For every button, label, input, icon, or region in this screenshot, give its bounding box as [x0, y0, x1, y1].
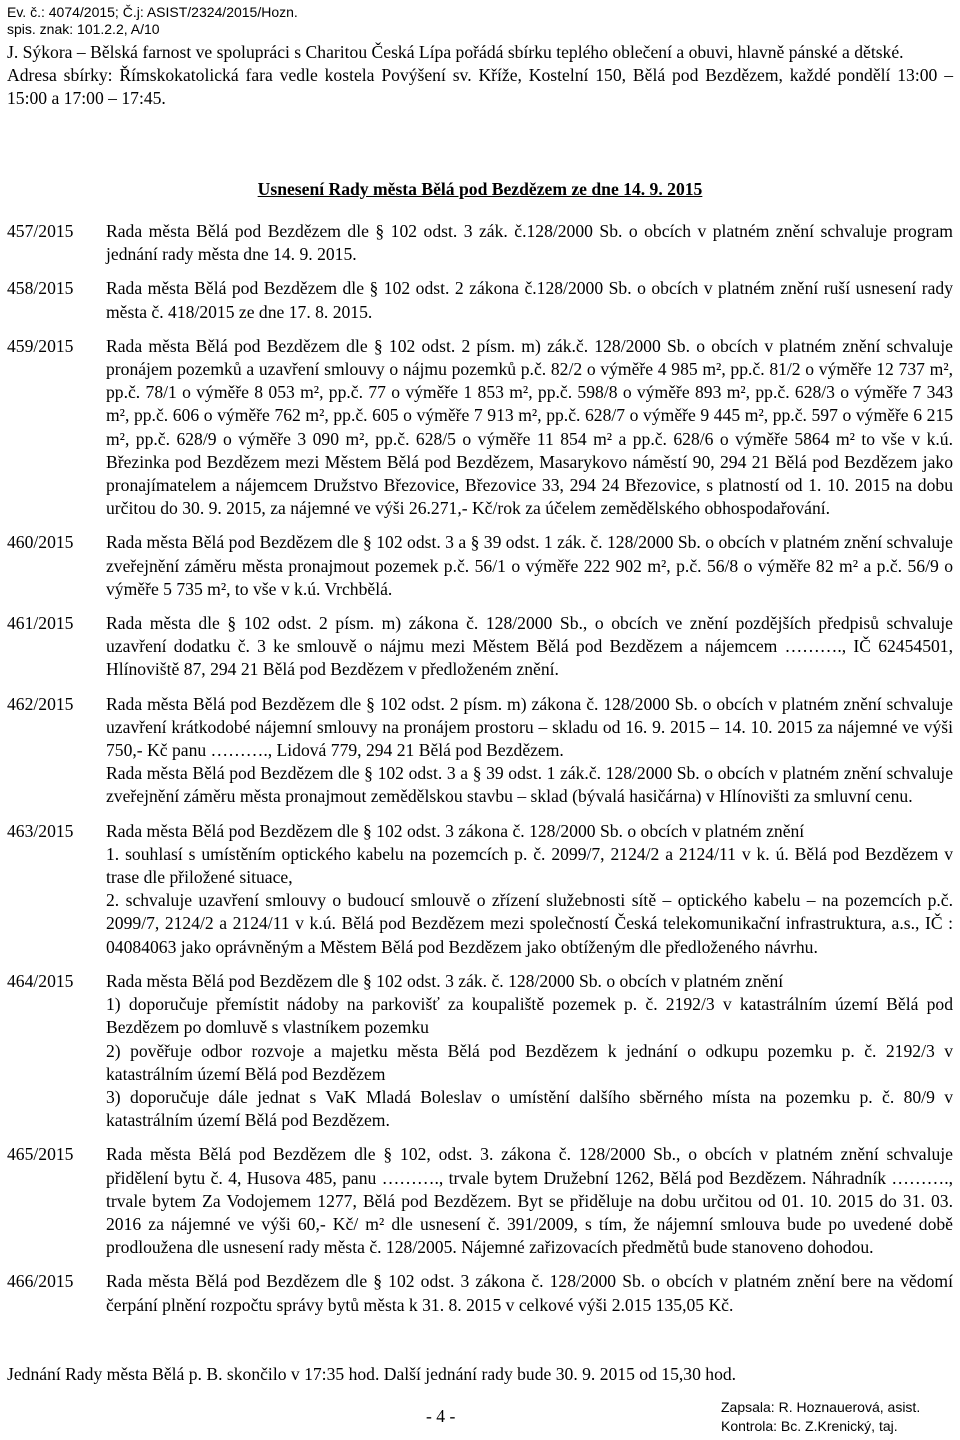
- intro-paragraph: J. Sýkora – Bělská farnost ve spolupráci s Charitou Česká Lípa pořádá sbírku teplého oblečení a obuvi, hlavně pánské a dětské.: [7, 42, 904, 62]
- resolution-paragraph: 2. schvaluje uzavření smlouvy o budoucí smlouvě o zřízení služebnosti sítě – optického kabelu – na pozemcích p.č. 2099/7, 2124/2 a 2124/11 v k.ú. Bělá pod Bezdězem mezi společností Česká telekomunikační infrastruktura, a.s., IČ : 04084063 jako oprávněným a Městem Bělá pod Bezdězem jako obtíženým dle předloženého návrhu.: [106, 890, 953, 957]
- resolution-item: [7, 220, 953, 266]
- resolution-number: 464/2015: [7, 970, 74, 991]
- resolution-text: [106, 277, 953, 323]
- resolution-text: [106, 335, 953, 521]
- resolution-paragraph: Rada města dle § 102 odst. 2 písm. m) zákona č. 128/2000 Sb., o obcích ve znění pozdějších předpisů schvaluje uzavření dodatku č. 3 ke smlouvě o nájmu mezi Městem Bělá pod Bezdězem a nájemcem ………., IČ 62454501, Hlínoviště 87, 294 21 Bělá pod Bezdězem v předloženém znění.: [106, 613, 953, 680]
- resolution-number: 462/2015: [7, 693, 74, 714]
- resolution-paragraph: Rada města Bělá pod Bezdězem dle § 102 odst. 3 zák. č.128/2000 Sb. o obcích v platném znění schvaluje program jednání rady města dne 14. 9. 2015.: [106, 221, 953, 265]
- resolution-item: [7, 693, 953, 809]
- resolution-paragraph: Rada města Bělá pod Bezdězem dle § 102, odst. 3. zákona č. 128/2000 Sb., o obcích v platném znění schvaluje přidělení bytu č. 4, Husova 485, panu ………., trvale bytem Družební 1262, Bělá pod Bezdězem. Náhradník ………., trvale bytem Za Vodojemem 1277, Bělá pod Bezdězem. Byt se přiděluje na dobu určitou od 01. 10. 2015 do 31. 03. 2016 za nájemné ve výši 60,- Kč/ m² dle usnesení č. 391/2009, s tím, že nájemní smlouva bude po uvedené době prodloužena dle usnesení rady města č. 128/2005. Nájemné zařizovacích předmětů bude stanoveno dohodou.: [106, 1144, 953, 1258]
- intro-paragraph: Adresa sbírky: Římskokatolická fara vedle kostela Povýšení sv. Kříže, Kostelní 150, Bělá pod Bezdězem, každé pondělí 13:00 – 15:00 a 17:00 – 17:45.: [7, 65, 953, 109]
- page-number: - 4 -: [426, 1406, 456, 1426]
- resolution-paragraph: 3) doporučuje dále jednat s VaK Mladá Boleslav o umístění dalšího sběrného místa na pozemku p. č. 80/9 v katastrálním území Bělá pod Bezdězem.: [106, 1086, 953, 1131]
- resolution-paragraph: Rada města Bělá pod Bezdězem dle § 102 odst. 3 a § 39 odst. 1 zák. č. 128/2000 Sb. o obcích v platném znění schvaluje zveřejnění záměru města pronajmout pozemek p.č. 56/1 o výměře 222 902 m², p.č. 56/8 o výměře 82 m² a p.č. 56/9 o výměře 5 735 m², to vše v k.ú. Vrchbělá.: [106, 532, 953, 599]
- document-header: [7, 4, 298, 38]
- resolution-item: [7, 335, 953, 521]
- resolution-item: [7, 1270, 953, 1316]
- resolution-text: [106, 970, 953, 1132]
- resolution-number: 463/2015: [7, 820, 74, 841]
- resolution-paragraph: Rada města Bělá pod Bezdězem dle § 102 odst. 3 zák. č. 128/2000 Sb. o obcích v platném znění: [106, 970, 784, 991]
- resolution-item: [7, 612, 953, 682]
- resolution-paragraph: 2) pověřuje odbor rozvoje a majetku města Bělá pod Bezdězem k jednání o odkupu pozemku p. č. 2192/3 v katastrálním území Bělá pod Bezdězem: [106, 1040, 953, 1084]
- resolution-paragraph: Rada města Bělá pod Bezdězem dle § 102 odst. 3 a § 39 odst. 1 zák.č. 128/2000 Sb. o obcích v platném znění schvaluje zveřejnění záměru města pronajmout zemědělskou stavbu – sklad (bývalá hasičárna) v Hlínovišti za smluvní cenu.: [106, 763, 953, 807]
- checked-by: Kontrola: Bc. Z.Krenický, taj.: [721, 1418, 898, 1434]
- resolution-number: 460/2015: [7, 532, 74, 553]
- resolution-text: [106, 220, 953, 266]
- resolution-text: [106, 1270, 953, 1316]
- resolution-paragraph: 1) doporučuje přemístit nádoby na parkovišť za koupaliště pozemek p. č. 2192/3 v katastrálním území Bělá pod Bezdězem po domluvě s vlastníkem pozemku: [106, 994, 953, 1038]
- written-by: Zapsala: R. Hoznauerová, asist.: [721, 1399, 921, 1415]
- intro-announcement: [7, 41, 953, 111]
- resolution-number: 458/2015: [7, 278, 74, 299]
- resolution-text: [106, 693, 953, 809]
- resolution-number: 457/2015: [7, 221, 74, 241]
- resolution-number: 465/2015: [7, 1144, 74, 1165]
- resolution-paragraph: Rada města Bělá pod Bezdězem dle § 102 odst. 2 písm. m) zákona č. 128/2000 Sb. o obcích v platném znění schvaluje uzavření krátkodobé nájemní smlouvy na pronájem prostoru – skladu od 16. 9. 2015 – 14. 10. 2015 za nájemné ve výši 750,- Kč panu ………., Lidová 779, 294 21 Bělá pod Bezdězem.: [106, 693, 953, 761]
- resolution-number: 459/2015: [7, 335, 74, 356]
- resolution-paragraph: Rada města Bělá pod Bezdězem dle § 102 odst. 3 zákona č. 128/2000 Sb. o obcích v platném znění: [106, 820, 805, 841]
- resolution-paragraph: 1. souhlasí s umístěním optického kabelu na pozemcích p. č. 2099/7, 2124/2 a 2124/11 v k. ú. Bělá pod Bezdězem v trase dle přiložené situace,: [106, 843, 953, 888]
- file-code: spis. znak: 101.2.2, A/10: [7, 21, 160, 37]
- resolution-item: [7, 970, 953, 1132]
- resolution-text: [106, 612, 953, 682]
- resolution-item: [7, 531, 953, 601]
- resolution-text: [106, 1143, 953, 1259]
- resolution-item: [7, 277, 953, 323]
- resolution-item: [7, 1143, 953, 1259]
- resolution-text: [106, 531, 953, 601]
- closing-note: Jednání Rady města Bělá p. B. skončilo v 17:35 hod. Další jednání rady bude 30. 9. 2015 od 15,30 hod.: [7, 1364, 737, 1384]
- resolution-text: [106, 820, 953, 959]
- resolution-paragraph: Rada města Bělá pod Bezdězem dle § 102 odst. 3 zákona č. 128/2000 Sb. o obcích v platném znění bere na vědomí čerpání plnění rozpočtu správy bytů města k 31. 8. 2015 v celkové výši 2.015 135,05 Kč.: [106, 1271, 953, 1315]
- resolution-item: [7, 820, 953, 959]
- resolution-number: 466/2015: [7, 1271, 74, 1292]
- signoff: [721, 1398, 920, 1436]
- resolutions-title: Usnesení Rady města Bělá pod Bezdězem ze dne 14. 9. 2015: [257, 179, 703, 199]
- resolution-number: 461/2015: [7, 613, 74, 634]
- resolution-paragraph: Rada města Bělá pod Bezdězem dle § 102 odst. 2 zákona č.128/2000 Sb. o obcích v platném znění ruší usnesení rady města č. 418/2015 ze dne 17. 8. 2015.: [106, 278, 953, 322]
- resolution-paragraph: Rada města Bělá pod Bezdězem dle § 102 odst. 2 písm. m) zák.č. 128/2000 Sb. o obcích v platném znění schvaluje pronájem pozemků a uzavření smlouvy o nájmu pozemků p.č. 82/2 o výměře 4 985 m², pp.č. 81/2 o výměře 12 737 m², pp.č. 78/1 o výměře 8 053 m², pp.č. 77 o výměře 1 853 m², pp.č. 598/8 o výměře 893 m², pp.č. 628/3 o výměře 7 343 m², pp.č. 606 o výměře 762 m², pp.č. 605 o výměře 7 913 m², pp.č. 628/7 o výměře 9 445 m², pp.č. 597 o výměře 6 215 m², pp.č. 628/9 o výměře 3 090 m², pp.č. 628/5 o výměře 11 854 m² a pp.č. 628/6 o výměře 5864 m² to vše v k.ú. Březinka pod Bezdězem mezi Městem Bělá pod Bezdězem, Masarykovo náměstí 90, 294 21 Bělá pod Bezdězem jako pronajímatelem a nájemcem Družstvo Březovice, Březovice 33, 294 24 Březovice, s platností od 1. 10. 2015 na dobu určitou do 30. 9. 2015, za nájemné ve výši 26.271,- Kč/rok za účelem zemědělského obhospodařování.: [106, 335, 953, 519]
- evidence-number: Ev. č.: 4074/2015; Č.j: ASIST/2324/2015/Hozn.: [7, 4, 298, 20]
- resolutions-list: [7, 220, 953, 1328]
